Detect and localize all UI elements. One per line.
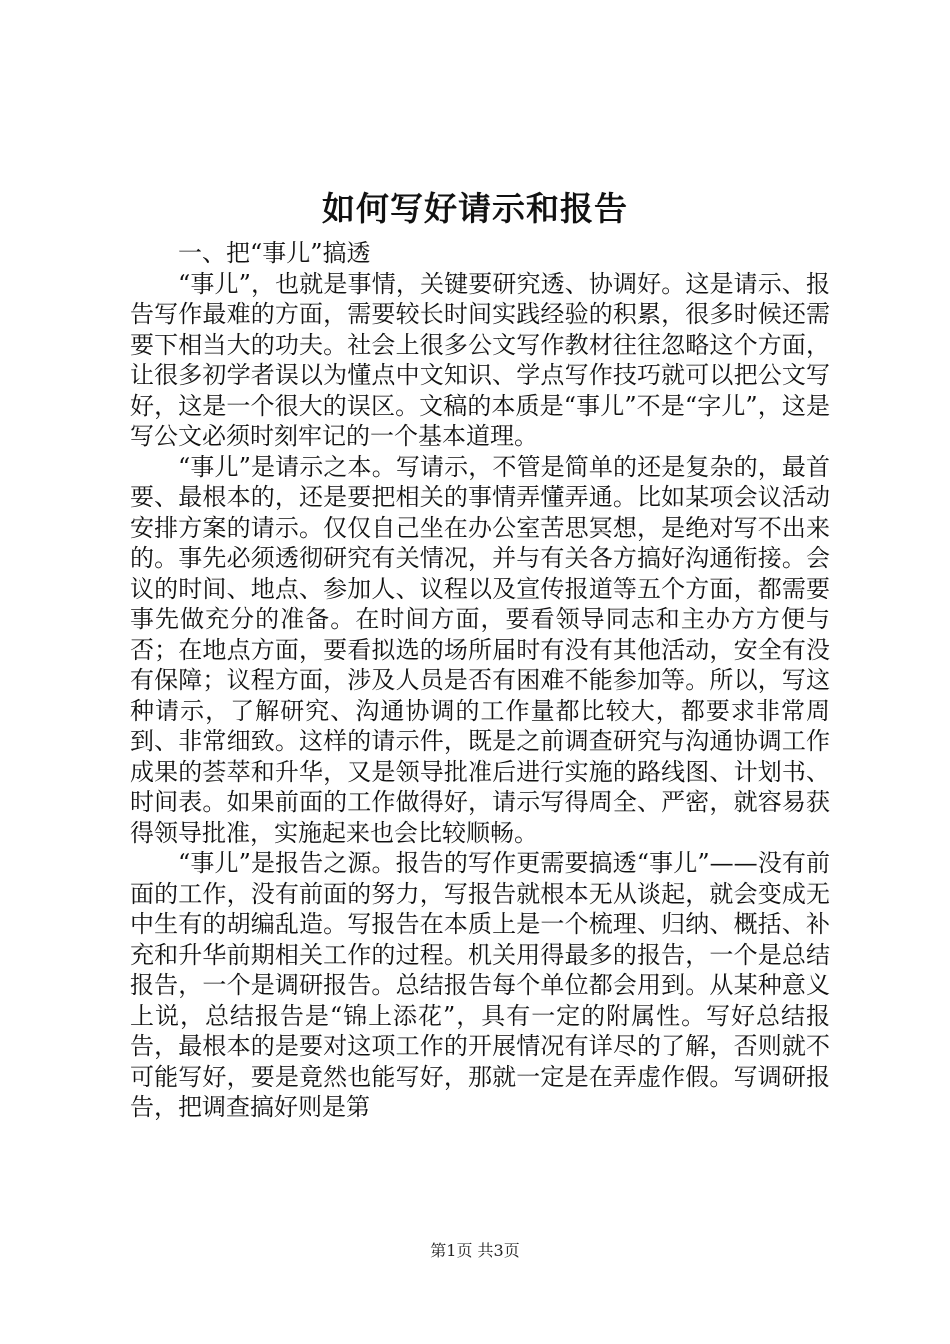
page-title: 如何写好请示和报告 bbox=[322, 189, 628, 228]
page-number-footer: 第1页 共3页 bbox=[430, 1241, 520, 1260]
paragraph-1: “事儿”，也就是事情，关键要研究透、协调好。这是请示、报告写作最难的方面，需要较长时间实践经验的积累，很多时候还需要下相当大的功夫。社会上很多公文写作教材往往忽略这个方面，让很多初学者误以为懂点中文知识、学点写作技巧就可以把公文写好，这是一个很大的误区。文稿的本质是“事儿”不是“字儿”，这是写公文必须时刻牢记的一个基本道理。 bbox=[130, 269, 830, 450]
section-heading: 一、把“事儿”搞透 bbox=[178, 239, 371, 267]
paragraph-3: “事儿”是报告之源。报告的写作更需要搞透“事儿”——没有前面的工作，没有前面的努力，写报告就根本无从谈起，就会变成无中生有的胡编乱造。写报告在本质上是一个梳理、归纳、概括、补充和升华前期相关工作的过程。机关用得最多的报告，一个是总结报告，一个是调研报告。总结报告每个单位都会用到。从某种意义上说，总结报告是“锦上添花”，具有一定的附属性。写好总结报告，最根本的是要对这项工作的开展情况有详尽的了解，否则就不可能写好，要是竟然也能写好，那就一定是在弄虚作假。写调研报告，把调查搞好则是第 bbox=[130, 849, 830, 1121]
paragraph-2: “事儿”是请示之本。写请示，不管是简单的还是复杂的，最首要、最根本的，还是要把相关的事情弄懂弄通。比如某项会议活动安排方案的请示。仅仅自己坐在办公室苦思冥想，是绝对写不出来的。事先必须透彻研究有关情况，并与有关各方搞好沟通衔接。会议的时间、地点、参加人、议程以及宣传报道等五个方面，都需要事先做充分的准备。在时间方面，要看领导同志和主办方方便与否；在地点方面，要看拟选的场所届时有没有其他活动，安全有没有保障；议程方面，涉及人员是否有困难不能参加等。所以，写这种请示，了解研究、沟通协调的工作量都比较大，都要求非常周到、非常细致。这样的请示件，既是之前调查研究与沟通协调工作成果的荟萃和升华，又是领导批准后进行实施的路线图、计划书、时间表。如果前面的工作做得好，请示写得周全、严密，就容易获得领导批准，实施起来也会比较顺畅。 bbox=[130, 452, 830, 847]
document-body bbox=[130, 238, 830, 1123]
